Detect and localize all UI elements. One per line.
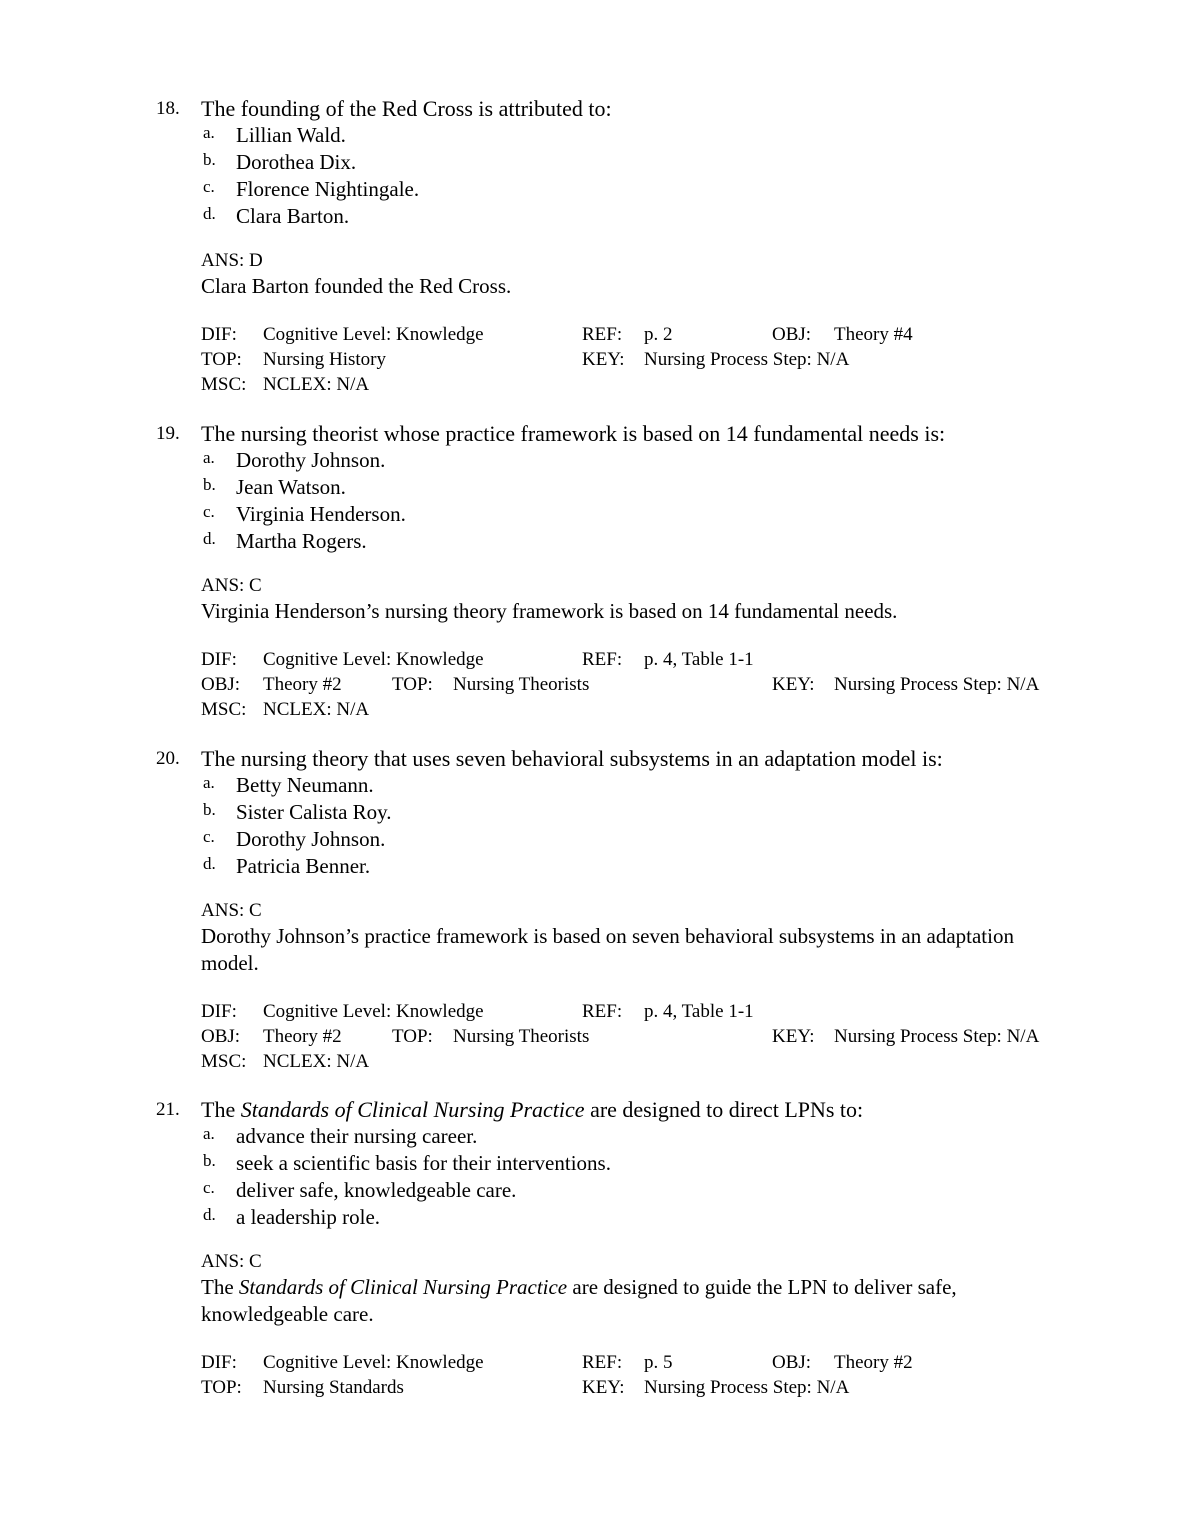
ref-value: p. 5 bbox=[644, 1352, 673, 1373]
option-text: Martha Rogers. bbox=[236, 529, 367, 553]
option-text: deliver safe, knowledgeable care. bbox=[236, 1178, 517, 1202]
question-text: The nursing theory that uses seven behavioral subsystems in an adaptation model is: bbox=[201, 746, 943, 771]
option-letter: b. bbox=[203, 1151, 216, 1170]
ref-value: p. 2 bbox=[644, 324, 673, 345]
rationale: Virginia Henderson’s nursing theory framework is based on 14 fundamental needs. bbox=[201, 599, 898, 623]
option-letter: a. bbox=[203, 773, 215, 792]
option-c bbox=[156, 1177, 1116, 1204]
option-text: a leadership role. bbox=[236, 1205, 381, 1229]
rationale-italic: Standards of Clinical Nursing Practice bbox=[238, 1275, 568, 1299]
option-text: Clara Barton. bbox=[236, 204, 350, 228]
option-c bbox=[156, 501, 1116, 528]
key-value: Nursing Process Step: N/A bbox=[644, 349, 850, 370]
option-c bbox=[156, 176, 1116, 203]
option-letter: c. bbox=[203, 827, 215, 846]
option-d bbox=[156, 203, 1116, 230]
top-value: Nursing Standards bbox=[263, 1377, 404, 1398]
key-value: Nursing Process Step: N/A bbox=[834, 674, 1040, 695]
stem-text-pre: The bbox=[201, 1097, 241, 1122]
option-letter: a. bbox=[203, 448, 215, 467]
msc-label: MSC: bbox=[201, 1051, 247, 1072]
msc-value: NCLEX: N/A bbox=[263, 1051, 370, 1072]
option-text: Patricia Benner. bbox=[236, 854, 371, 878]
rationale-pre: The bbox=[201, 1275, 239, 1299]
question-stem bbox=[156, 420, 1116, 447]
option-letter: a. bbox=[203, 123, 215, 142]
msc-label: MSC: bbox=[201, 374, 247, 395]
top-value: Nursing Theorists bbox=[453, 674, 590, 695]
answer-key: ANS: C bbox=[201, 1251, 262, 1272]
metadata bbox=[201, 647, 1116, 722]
rationale-post: are designed to guide the LPN to deliver safe, knowledgeable care. bbox=[201, 1275, 957, 1326]
option-a bbox=[156, 122, 1116, 149]
option-letter: c. bbox=[203, 1178, 215, 1197]
obj-label: OBJ: bbox=[772, 324, 812, 345]
ref-label: REF: bbox=[582, 649, 623, 670]
option-letter: b. bbox=[203, 475, 216, 494]
option-c bbox=[156, 826, 1116, 853]
dif-value: Cognitive Level: Knowledge bbox=[263, 1001, 484, 1022]
dif-label: DIF: bbox=[201, 1352, 237, 1373]
answer-key: ANS: C bbox=[201, 900, 262, 921]
msc-value: NCLEX: N/A bbox=[263, 374, 370, 395]
option-letter: c. bbox=[203, 177, 215, 196]
top-label: TOP: bbox=[392, 674, 433, 695]
obj-label: OBJ: bbox=[772, 1352, 812, 1373]
key-label: KEY: bbox=[582, 349, 625, 370]
metadata bbox=[201, 999, 1116, 1074]
answer-options bbox=[156, 772, 1116, 880]
option-text: Jean Watson. bbox=[236, 475, 346, 499]
option-b bbox=[156, 149, 1116, 176]
option-letter: b. bbox=[203, 150, 216, 169]
option-a bbox=[156, 447, 1116, 474]
answer-options bbox=[156, 1123, 1116, 1231]
option-letter: c. bbox=[203, 502, 215, 521]
option-b bbox=[156, 1150, 1116, 1177]
option-text: Dorothea Dix. bbox=[236, 150, 357, 174]
msc-label: MSC: bbox=[201, 699, 247, 720]
option-letter: d. bbox=[203, 854, 216, 873]
obj-label: OBJ: bbox=[201, 1026, 241, 1047]
option-text: Dorothy Johnson. bbox=[236, 827, 386, 851]
option-b bbox=[156, 474, 1116, 501]
question-18 bbox=[156, 95, 1116, 397]
question-text: The founding of the Red Cross is attributed to: bbox=[201, 96, 612, 121]
option-text: Florence Nightingale. bbox=[236, 177, 420, 201]
answer-key: ANS: C bbox=[201, 575, 262, 596]
key-value: Nursing Process Step: N/A bbox=[644, 1377, 850, 1398]
key-value: Nursing Process Step: N/A bbox=[834, 1026, 1040, 1047]
question-20 bbox=[156, 745, 1116, 1074]
obj-label: OBJ: bbox=[201, 674, 241, 695]
option-letter: b. bbox=[203, 800, 216, 819]
option-d bbox=[156, 853, 1116, 880]
top-label: TOP: bbox=[201, 349, 242, 370]
option-text: Sister Calista Roy. bbox=[236, 800, 392, 824]
dif-label: DIF: bbox=[201, 324, 237, 345]
question-stem bbox=[156, 745, 1116, 772]
dif-label: DIF: bbox=[201, 649, 237, 670]
key-label: KEY: bbox=[772, 1026, 815, 1047]
top-value: Nursing History bbox=[263, 349, 386, 370]
question-stem bbox=[156, 1096, 1116, 1123]
dif-value: Cognitive Level: Knowledge bbox=[263, 649, 484, 670]
option-d bbox=[156, 528, 1116, 555]
question-text bbox=[201, 1096, 863, 1123]
ref-value: p. 4, Table 1-1 bbox=[644, 1001, 754, 1022]
dif-value: Cognitive Level: Knowledge bbox=[263, 324, 484, 345]
top-label: TOP: bbox=[392, 1026, 433, 1047]
option-d bbox=[156, 1204, 1116, 1231]
option-text: advance their nursing career. bbox=[236, 1124, 478, 1148]
option-letter: a. bbox=[203, 1124, 215, 1143]
option-text: Lillian Wald. bbox=[236, 123, 346, 147]
obj-value: Theory #2 bbox=[834, 1352, 913, 1373]
key-label: KEY: bbox=[582, 1377, 625, 1398]
question-number: 18. bbox=[156, 98, 180, 119]
stem-text-post: are designed to direct LPNs to: bbox=[584, 1097, 864, 1122]
dif-label: DIF: bbox=[201, 1001, 237, 1022]
question-number: 21. bbox=[156, 1099, 180, 1120]
obj-value: Theory #2 bbox=[263, 674, 342, 695]
ref-label: REF: bbox=[582, 1352, 623, 1373]
stem-text-italic: Standards of Clinical Nursing Practice bbox=[240, 1097, 585, 1122]
top-value: Nursing Theorists bbox=[453, 1026, 590, 1047]
question-stem bbox=[156, 95, 1116, 122]
option-b bbox=[156, 799, 1116, 826]
question-number: 19. bbox=[156, 423, 180, 444]
dif-value: Cognitive Level: Knowledge bbox=[263, 1352, 484, 1373]
option-text: Betty Neumann. bbox=[236, 773, 374, 797]
answer-key: ANS: D bbox=[201, 250, 263, 271]
rationale: Clara Barton founded the Red Cross. bbox=[201, 274, 512, 298]
metadata bbox=[201, 1350, 1116, 1400]
option-letter: d. bbox=[203, 204, 216, 223]
option-a bbox=[156, 772, 1116, 799]
obj-value: Theory #4 bbox=[834, 324, 913, 345]
option-text: seek a scientific basis for their interventions. bbox=[236, 1151, 611, 1175]
question-21 bbox=[156, 1096, 1116, 1400]
option-text: Dorothy Johnson. bbox=[236, 448, 386, 472]
answer-options bbox=[156, 447, 1116, 555]
question-text: The nursing theorist whose practice framework is based on 14 fundamental needs is: bbox=[201, 421, 946, 446]
ref-value: p. 4, Table 1-1 bbox=[644, 649, 754, 670]
option-text: Virginia Henderson. bbox=[236, 502, 406, 526]
obj-value: Theory #2 bbox=[263, 1026, 342, 1047]
answer-options bbox=[156, 122, 1116, 230]
rationale bbox=[201, 1274, 1061, 1328]
question-19 bbox=[156, 420, 1116, 722]
metadata bbox=[201, 322, 1116, 397]
ref-label: REF: bbox=[582, 324, 623, 345]
option-a bbox=[156, 1123, 1116, 1150]
top-label: TOP: bbox=[201, 1377, 242, 1398]
key-label: KEY: bbox=[772, 674, 815, 695]
option-letter: d. bbox=[203, 529, 216, 548]
msc-value: NCLEX: N/A bbox=[263, 699, 370, 720]
question-number: 20. bbox=[156, 748, 180, 769]
option-letter: d. bbox=[203, 1205, 216, 1224]
rationale: Dorothy Johnson’s practice framework is based on seven behavioral subsystems in an adaptation model. bbox=[201, 924, 1014, 975]
ref-label: REF: bbox=[582, 1001, 623, 1022]
